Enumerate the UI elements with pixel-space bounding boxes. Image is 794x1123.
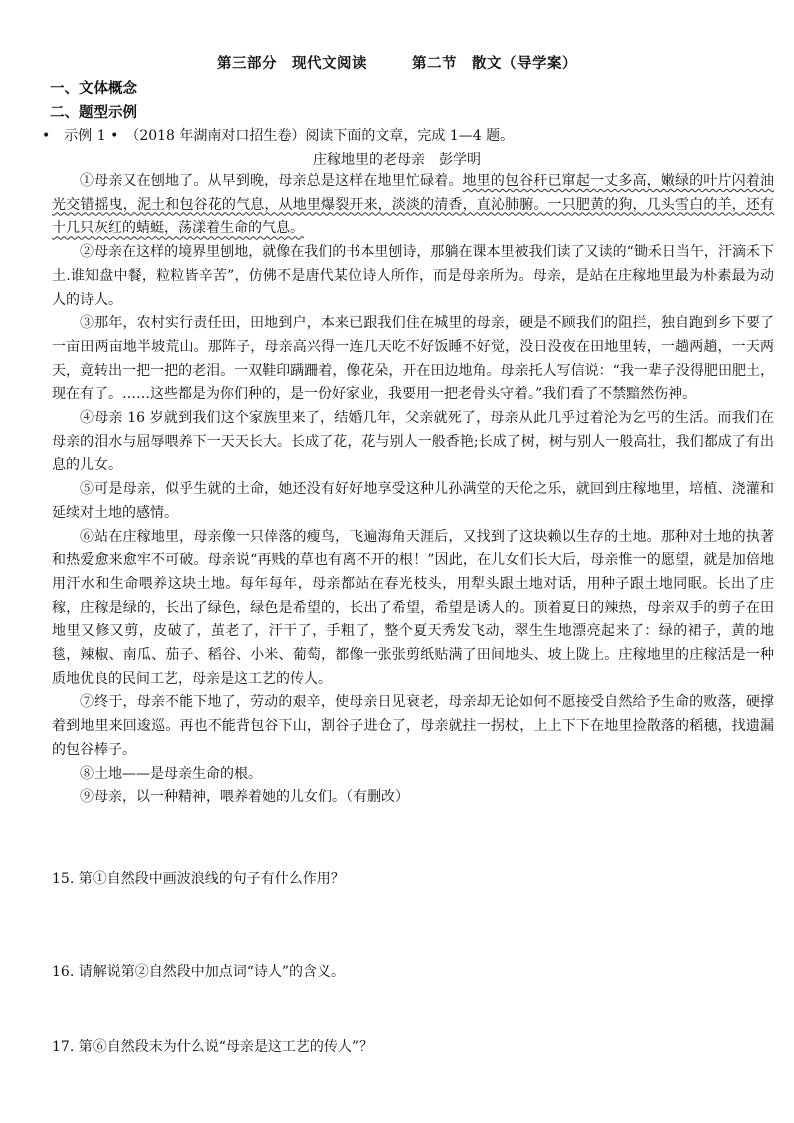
paragraph-4: ④母亲 16 岁就到我们这个家族里来了，结婚几年，父亲就死了，母亲从此几乎过着沦为乞丐的生活。而我们在母亲的泪水与屈辱喂养下一天天长大。长成了花，花与别人一般香艳;长成了树，树与别人一般高壮，我们都成了有出息的儿女。	[52, 410, 774, 474]
paragraph-3: ③那年，农村实行责任田，田地到户，本来已跟我们住在城里的母亲，硬是不顾我们的阻拦，独自跑到乡下要了一亩田两亩地半坡荒山。那阵子，母亲高兴得一连几天吃不好饭睡不好觉，没日没夜在田地里转，一趟两趟，一天两天，竟转出一把一把的老泪。一双鞋印蹒跚着，像花朵，开在田边地角。母亲托人写信说：“我一辈子没得肥田肥土，现在有了。……这些都是为你们种的，是一份好家业，我要用一把老骨头守着。”我们看了不禁黯然伤神。	[52, 315, 774, 403]
question-16: 16. 请解说第②自然段中加点词“诗人”的含义。	[52, 964, 346, 980]
paragraph-7: ⑦终于，母亲不能下地了，劳动的艰辛，使母亲日见衰老，母亲却无论如何不愿接受自然给予生命的败落，硬撑着到地里来回逡巡。再也不能背包谷下山，割谷子进仓了，母亲就拄一拐杖，上上下下在地里捡散落的稻穗，找遗漏的包谷棒子。	[52, 694, 774, 758]
paragraph-8: ⑧土地——是母亲生命的根。	[80, 765, 262, 782]
paragraph-5: ⑤可是母亲，似乎生就的土命，她还没有好好地享受这种儿孙满堂的天伦之乐，就回到庄稼地里，培植、浇灌和延续对土地的感情。	[52, 481, 774, 521]
article-body	[52, 170, 774, 810]
paragraph-6: ⑥站在庄稼地里，母亲像一只倖落的瘦鸟，飞遍海角天涯后，又找到了这块赖以生存的土地。那种对土地的执著和热爱愈来愈牢不可破。母亲说“再贱的草也有离不开的根！”因此，在儿女们长大后，母亲惟一的愿望，就是加倍地用汗水和生命喂养这块土地。每年每年，母亲都站在春光枝头，用犁头跟土地对话，用种子跟土地同眠。长出了庄稼，庄稼是绿的，长出了绿色，绿色是希望的，长出了希望，希望是诱人的。顶着夏日的辣热，母亲双手的剪子在田地里又修又剪，皮破了，茧老了，汗干了，手粗了，整个夏天秀发飞动，翠生生地漂亮起来了：绿的裙子，黄的地毯，辣椒、南瓜、茄子、稻谷、小米、葡萄，都像一张张剪纸贴满了田间地头、坡上陇上。庄稼地里的庄稼活是一种质地优良的民间工艺，母亲是这工艺的传人。	[52, 528, 774, 687]
page-title: 第三部分 现代文阅读 第二节 散文（导学案）	[217, 55, 577, 72]
example-intro: • 示例 1 • （2018 年湖南对口招生卷）阅读下面的文章，完成 1—4 题。	[42, 128, 515, 144]
question-15: 15. 第①自然段中画波浪线的句子有什么作用？	[52, 871, 345, 887]
section-heading-concept: 一、文体概念	[50, 80, 137, 97]
wavy-underlined-sentence: 地里的包谷秆已窜起一丈多高，嫩绿的叶片闪着油光交错摇曳，泥土和包谷花的气息，从地里爆裂开来，淡淡的清香，直沁肺腑。一只肥黄的狗，几头雪白的羊，还有十几只灰红的蜻蜓，荡漾着生命的气息。	[52, 173, 774, 237]
paragraph-2: ②母亲在这样的境界里刨地，就像在我们的书本里刨诗，那躺在课本里被我们读了又读的“锄禾日当午，汗滴禾下土.谁知盘中餐，粒粒皆辛苦”，仿佛不是唐代某位诗人所作，而是母亲所为。母亲，是站在庄稼地里最为朴素最为动人的诗人。	[52, 244, 774, 308]
article-title: 庄稼地里的老母亲 彭学明	[313, 152, 481, 168]
paragraph-9: ⑨母亲，以一种精神，喂养着她的儿女们。（有删改）	[80, 789, 409, 806]
paragraph-1-text: ①母亲又在刨地了。从早到晚，母亲总是这样在地里忙碌着。	[80, 173, 463, 189]
paragraph-1	[52, 170, 774, 241]
question-17: 17. 第⑥自然段末为什么说“母亲是这工艺的传人”？	[52, 1039, 374, 1055]
section-heading-examples: 二、题型示例	[50, 104, 137, 121]
